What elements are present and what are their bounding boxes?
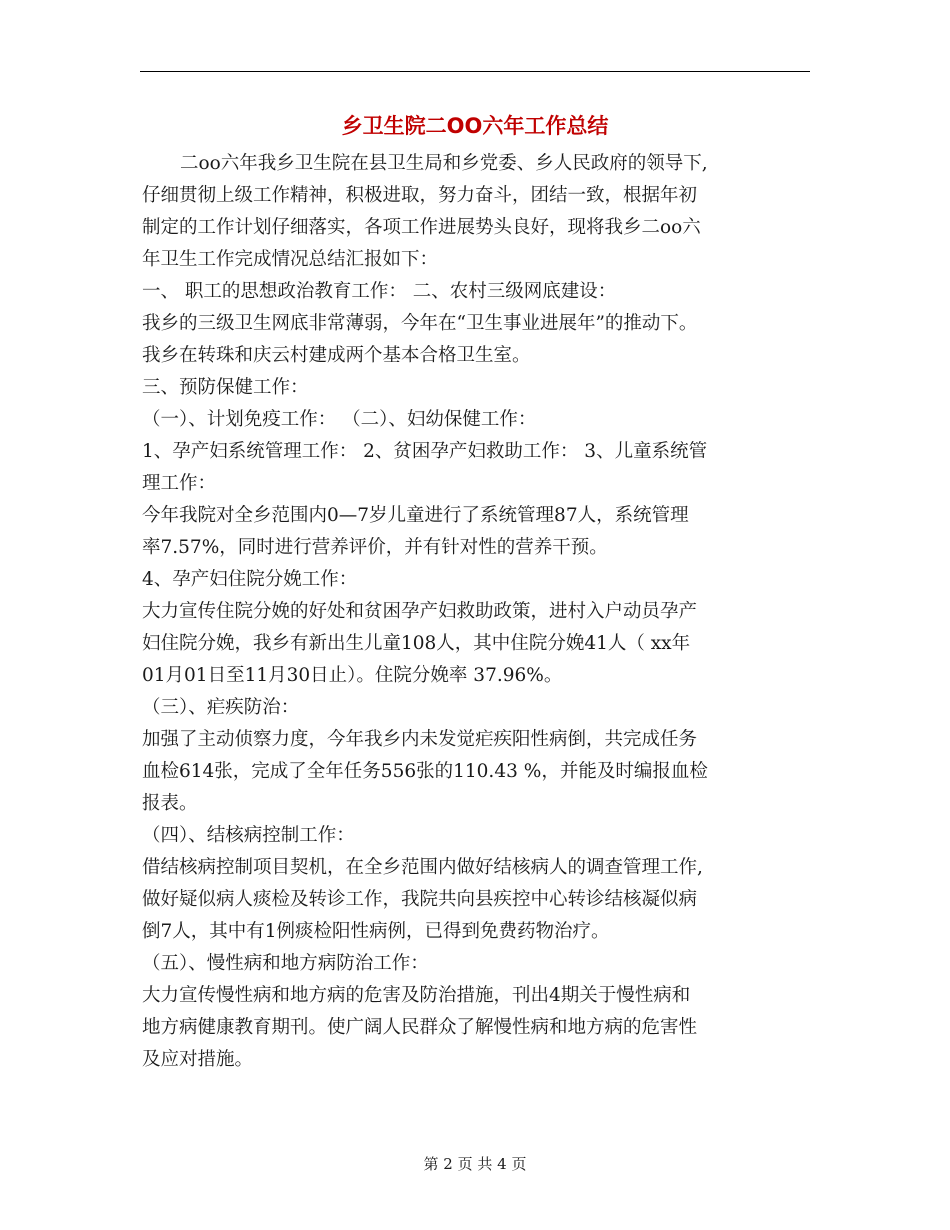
paragraph-line: 二oo六年我乡卫生院在县卫生局和乡党委、乡人民政府的领导下, (180, 153, 708, 174)
subsection-heading: （五）、慢性病和地方病防治工作： (142, 953, 429, 974)
paragraph-line: 大力宣传慢性病和地方病的危害及防治措施，刊出4期关于慢性病和 (142, 985, 691, 1006)
paragraph-line: 报表。 (142, 793, 198, 814)
paragraph-line: 年卫生工作完成情况总结汇报如下： (142, 249, 439, 270)
document-title: 乡卫生院二OO六年工作总结 (341, 114, 609, 138)
paragraph-line: 01月01日至11月30日止）。住院分娩率 37.96%。 (142, 665, 563, 686)
paragraph-line: 做好疑似病人痰检及转诊工作，我院共向县疾控中心转诊结核凝似病 (142, 889, 698, 910)
paragraph-line: 仔细贯彻上级工作精神，积极进取，努力奋斗，团结一致，根据年初 (142, 185, 698, 206)
paragraph-line: 地方病健康教育期刊。使广阔人民群众了解慢性病和地方病的危害性 (142, 1017, 698, 1038)
header-rule (140, 71, 810, 72)
subsection-heading: 1、孕产妇系统管理工作： 2、贫困孕产妇救助工作： 3、儿童系统管 (142, 441, 708, 462)
paragraph-line: 血检614张，完成了全年任务556张的110.43 %，并能及时编报血检 (142, 761, 708, 782)
subsection-heading: 4、孕产妇住院分娩工作： (142, 569, 358, 590)
section-heading: 三、预防保健工作： (142, 377, 309, 398)
paragraph-line: 率7.57%，同时进行营养评价，并有针对性的营养干预。 (142, 537, 608, 558)
paragraph-line: 大力宣传住院分娩的好处和贫困孕产妇救助政策，进村入户动员孕产 (142, 601, 698, 622)
subsection-heading: （三）、疟疾防治： (142, 697, 300, 718)
paragraph-line: 制定的工作计划仔细落实，各项工作进展势头良好，现将我乡二oo六 (142, 217, 701, 238)
paragraph-line: 倒7人，其中有1例痰检阳性病例，已得到免费药物治疗。 (142, 921, 610, 942)
paragraph-line: 及应对措施。 (142, 1049, 254, 1070)
paragraph-line: 我乡在转珠和庆云村建成两个基本合格卫生室。 (142, 345, 531, 366)
paragraph-line: 加强了主动侦察力度，今年我乡内未发觉疟疾阳性病倒，共完成任务 (142, 729, 698, 750)
subsection-heading: 理工作： (142, 473, 217, 494)
paragraph-line: 我乡的三级卫生网底非常薄弱，今年在“卫生事业进展年”的推动下。 (142, 313, 698, 334)
page-number-footer: 第 2 页 共 4 页 (423, 1155, 527, 1173)
subsection-heading: （四）、结核病控制工作： (142, 825, 355, 846)
section-heading: 一、 职工的思想政治教育工作： 二、农村三级网底建设： (142, 281, 617, 302)
subsection-heading: （一）、计划免疫工作： （二）、妇幼保健工作： (142, 409, 537, 430)
paragraph-line: 妇住院分娩，我乡有新出生儿童108人，其中住院分娩41人（ xx年 (142, 633, 691, 654)
paragraph-line: 今年我院对全乡范围内0—7岁儿童进行了系统管理87人，系统管理 (142, 505, 689, 526)
document-body (142, 148, 812, 1076)
paragraph-line: 借结核病控制项目契机，在全乡范围内做好结核病人的调查管理工作, (142, 857, 703, 878)
